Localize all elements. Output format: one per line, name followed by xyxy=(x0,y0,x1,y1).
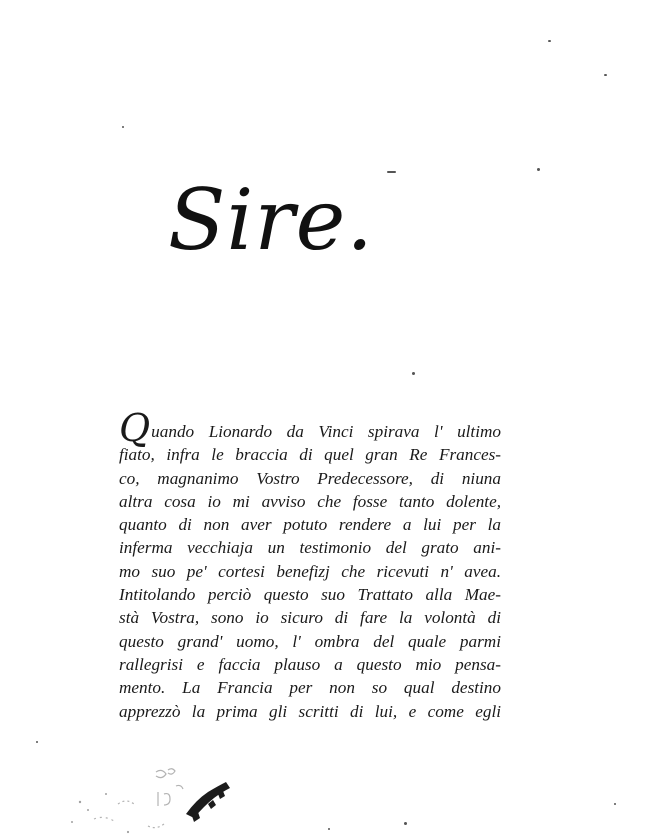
text-line-rest: uando Lionardo da Vinci spirava l' ultimo xyxy=(151,422,501,441)
text-line: Intitolando perciò questo suo Trattato alla Mae- xyxy=(119,585,501,605)
text-line: co, magnanimo Vostro Predecessore, di niuna xyxy=(119,468,501,488)
print-speck xyxy=(122,126,124,128)
print-speck xyxy=(548,40,551,42)
print-speck xyxy=(604,74,607,76)
text-line: mo suo pe' cortesi benefizj che ricevuti n' avea. xyxy=(119,561,501,581)
print-speck xyxy=(537,168,540,171)
print-speck xyxy=(404,822,407,825)
text-line: mento. La Francia per non so qual destino xyxy=(119,678,501,698)
text-line: stà Vostra, sono io sicuro di fare la volontà di xyxy=(119,608,501,628)
print-speck xyxy=(328,828,330,830)
text-line: fiato, infra le braccia di quel gran Re Frances- xyxy=(119,445,501,465)
text-line: questo grand' uomo, l' ombra del quale parmi xyxy=(119,631,501,651)
page-heading: Sire. xyxy=(168,171,374,269)
dedication-text xyxy=(119,406,501,723)
print-speck xyxy=(412,372,415,375)
text-line: rallegrisi e faccia plauso a questo mio pensa- xyxy=(119,654,501,674)
text-line: quanto di non aver potuto rendere a lui per la xyxy=(119,515,501,535)
print-speck xyxy=(36,741,38,743)
text-line xyxy=(119,406,501,450)
text-line: altra cosa io mi avviso che fosse tanto dolente, xyxy=(119,491,501,511)
print-speck xyxy=(387,171,396,173)
drop-cap: Q xyxy=(119,406,151,450)
text-line: apprezzò la prima gli scritti di lui, e come egli xyxy=(119,701,501,721)
text-line: inferma vecchiaja un testimonio del grato ani- xyxy=(119,538,501,558)
print-speck xyxy=(614,803,616,805)
library-stamp xyxy=(58,764,248,839)
